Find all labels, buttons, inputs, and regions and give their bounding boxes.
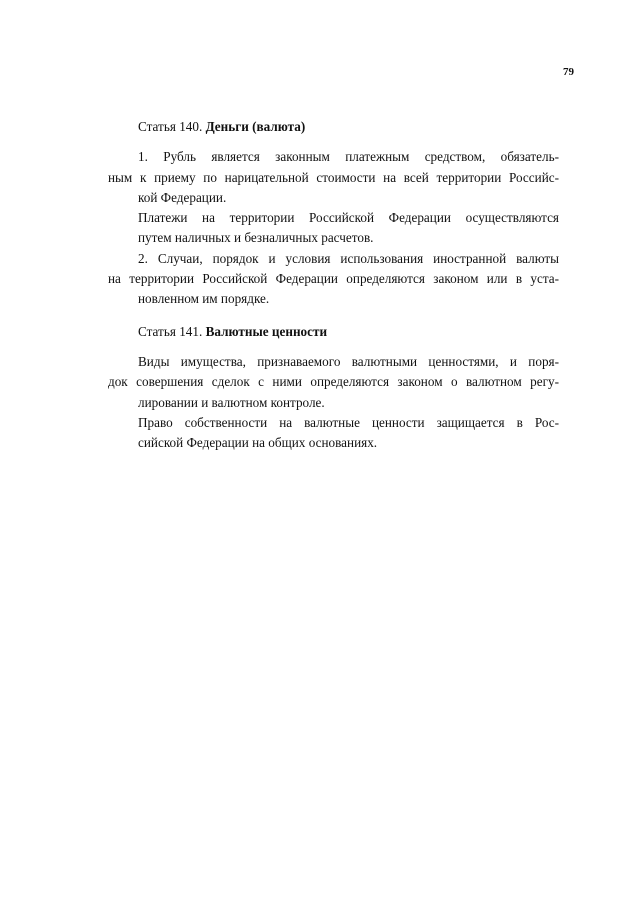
section-gap <box>108 310 559 322</box>
paragraph <box>108 147 559 208</box>
text-line: ным к приему по нарицательной стоимости на всей территории Российс- <box>108 169 559 185</box>
article-heading <box>138 322 559 342</box>
article-141 <box>108 322 559 454</box>
text-line: Право собственности на валютные ценности защищается в Рос- <box>138 414 559 430</box>
paragraph <box>108 413 559 454</box>
page-number: 79 <box>563 66 574 78</box>
article-heading-prefix: Статья 140. <box>138 119 203 134</box>
article-140 <box>108 117 559 310</box>
article-heading-title: Валютные ценности <box>205 323 328 339</box>
article-heading-title: Деньги (валюта) <box>205 119 306 134</box>
text-line: лировании и валютном контроле. <box>138 394 325 410</box>
text-line: док совершения сделок с ними определяются законом о валютном регу- <box>108 374 559 390</box>
text-line: кой Федерации. <box>138 189 227 205</box>
paragraph <box>108 249 559 310</box>
text-line: 1. Рубль является законным платежным средством, обязатель- <box>138 149 559 165</box>
text-line: на территории Российской Федерации определяются законом или в уста- <box>108 271 559 287</box>
text-line: сийской Федерации на общих основаниях. <box>138 435 378 451</box>
text-line: 2. Случаи, порядок и условия использования иностранной валюты <box>138 250 559 266</box>
text-line: Платежи на территории Российской Федерации осуществляются <box>138 210 559 226</box>
paragraph <box>108 208 559 249</box>
paragraph <box>108 352 559 413</box>
text-line: путем наличных и безналичных расчетов. <box>138 230 374 246</box>
article-heading <box>138 117 559 137</box>
article-heading-prefix: Статья 141. <box>138 323 203 339</box>
text-line: Виды имущества, признаваемого валютными ценностями, и поря- <box>138 353 559 369</box>
text-line: новленном им порядке. <box>138 291 270 307</box>
document-body <box>108 117 559 453</box>
